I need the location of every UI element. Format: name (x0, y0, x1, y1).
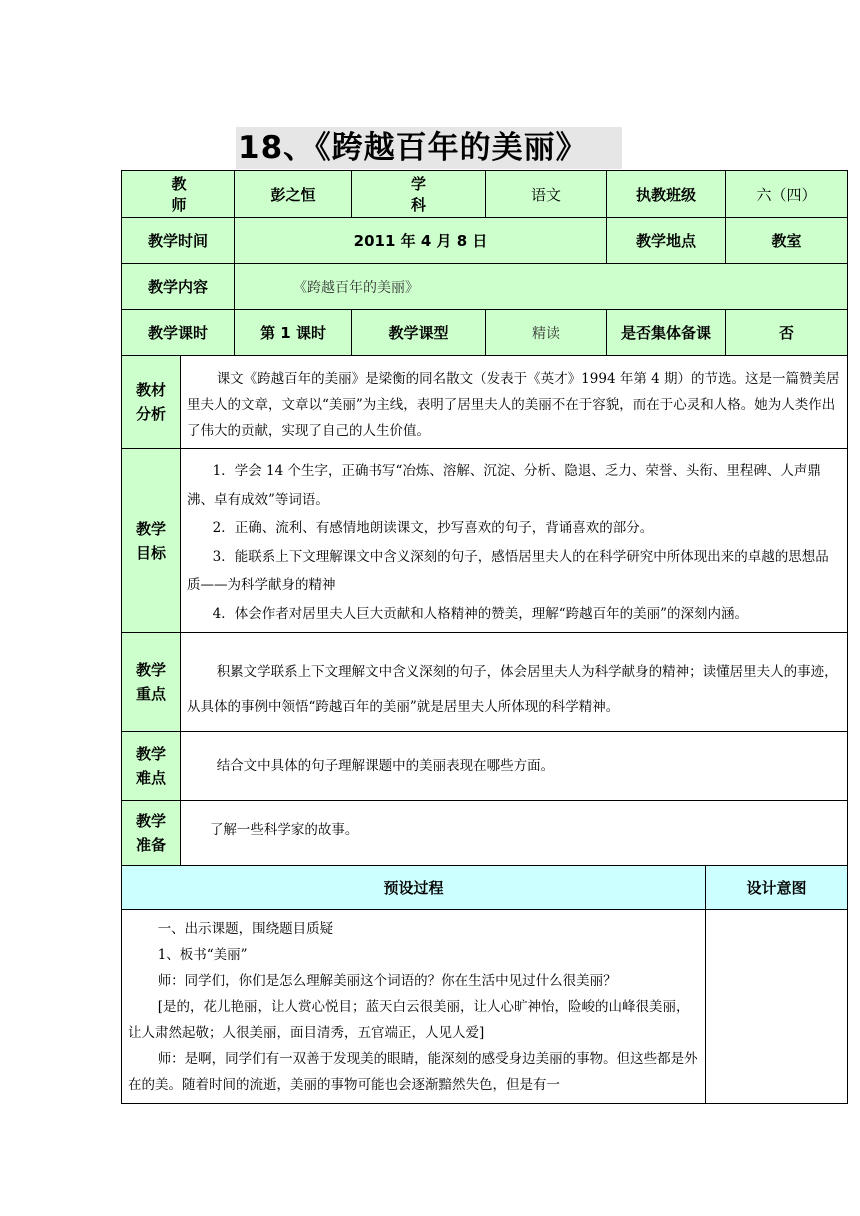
prep-label: 教学 准备 (122, 801, 181, 866)
process-text (122, 910, 706, 1104)
analysis-label: 教材 分析 (122, 356, 181, 449)
content-label: 教学内容 (122, 264, 235, 310)
process-line: 师：是啊，同学们有一双善于发现美的眼睛，能深刻的感受身边美丽的事物。但这些都是外在的美。随着时间的流逝，美丽的事物可能也会逐渐黯然失色，但是有一 (128, 1051, 698, 1093)
time-value: 2011 年 4 月 8 日 (235, 218, 607, 264)
analysis-text: 课文《跨越百年的美丽》是梁衡的同名散文（发表于《英才》1994 年第 4 期）的节选。这是一篇赞美居里夫人的文章，文章以“美丽”为主线，表明了居里夫人的美丽不在于容貌，而在于心灵和人格。她为人类作出了伟大的贡献，实现了自己的人生价值。 (181, 356, 848, 449)
process-line: 师：同学们，你们是怎么理解美丽这个词语的？你在生活中见过什么很美丽？ (157, 973, 617, 989)
goal-item: 1．学会 14 个生字，正确书写“冶炼、溶解、沉淀、分析、隐退、乏力、荣誉、头衔、里程碑、人声鼎沸、卓有成效”等词语。 (187, 463, 821, 508)
subject-value: 语文 (486, 171, 607, 218)
prep-text: 了解一些科学家的故事。 (181, 801, 848, 866)
class-label: 执教班级 (607, 171, 726, 218)
process-line: 1、板书“美丽” (157, 947, 248, 963)
group-value: 否 (726, 310, 848, 356)
difficulty-text: 结合文中具体的句子理解课题中的美丽表现在哪些方面。 (181, 732, 848, 801)
focus-label: 教学 重点 (122, 633, 181, 732)
period-value: 第 1 课时 (235, 310, 352, 356)
process-line: 一、出示课题，围绕题目质疑 (157, 921, 334, 937)
time-label: 教学时间 (122, 218, 235, 264)
focus-text: 积累文学联系上下文理解文中含义深刻的句子，体会居里夫人为科学献身的精神；读懂居里夫人的事迹，从具体的事例中领悟“跨越百年的美丽”就是居里夫人所体现的科学精神。 (181, 633, 848, 732)
page-title: 18、《跨越百年的美丽》 (238, 130, 588, 166)
goals-text (181, 449, 848, 633)
group-label: 是否集体备课 (607, 310, 726, 356)
place-value: 教室 (726, 218, 848, 264)
period-label: 教学课时 (122, 310, 235, 356)
type-value: 精读 (486, 310, 607, 356)
place-label: 教学地点 (607, 218, 726, 264)
content-value: 《跨越百年的美丽》 (235, 264, 848, 310)
class-value: 六（四） (726, 171, 848, 218)
difficulty-label: 教学 难点 (122, 732, 181, 801)
goal-item: 3．能联系上下文理解课文中含义深刻的句子，感悟居里夫人的在科学研究中所体现出来的卓越的思想品质——为科学献身的精神 (187, 548, 829, 593)
lesson-plan-table (121, 170, 848, 1104)
goal-item: 4．体会作者对居里夫人巨大贡献和人格精神的赞美，理解“跨越百年的美丽”的深刻内涵。 (212, 605, 749, 622)
intent-header: 设计意图 (706, 866, 848, 910)
process-header: 预设过程 (122, 866, 706, 910)
goals-label: 教学 目标 (122, 449, 181, 633)
process-line: [是的，花儿艳丽，让人赏心悦目；蓝天白云很美丽，让人心旷神怡，险峻的山峰很美丽，让人肃然起敬；人很美丽，面目清秀，五官端正，人见人爱] (128, 999, 690, 1041)
teacher-value: 彭之恒 (235, 171, 352, 218)
intent-cell (706, 910, 848, 1104)
subject-label: 学科 (352, 171, 486, 218)
type-label: 教学课型 (352, 310, 486, 356)
goal-item: 2．正确、流利、有感情地朗读课文，抄写喜欢的句子，背诵喜欢的部分。 (212, 520, 654, 536)
teacher-label: 教师 (122, 171, 235, 218)
